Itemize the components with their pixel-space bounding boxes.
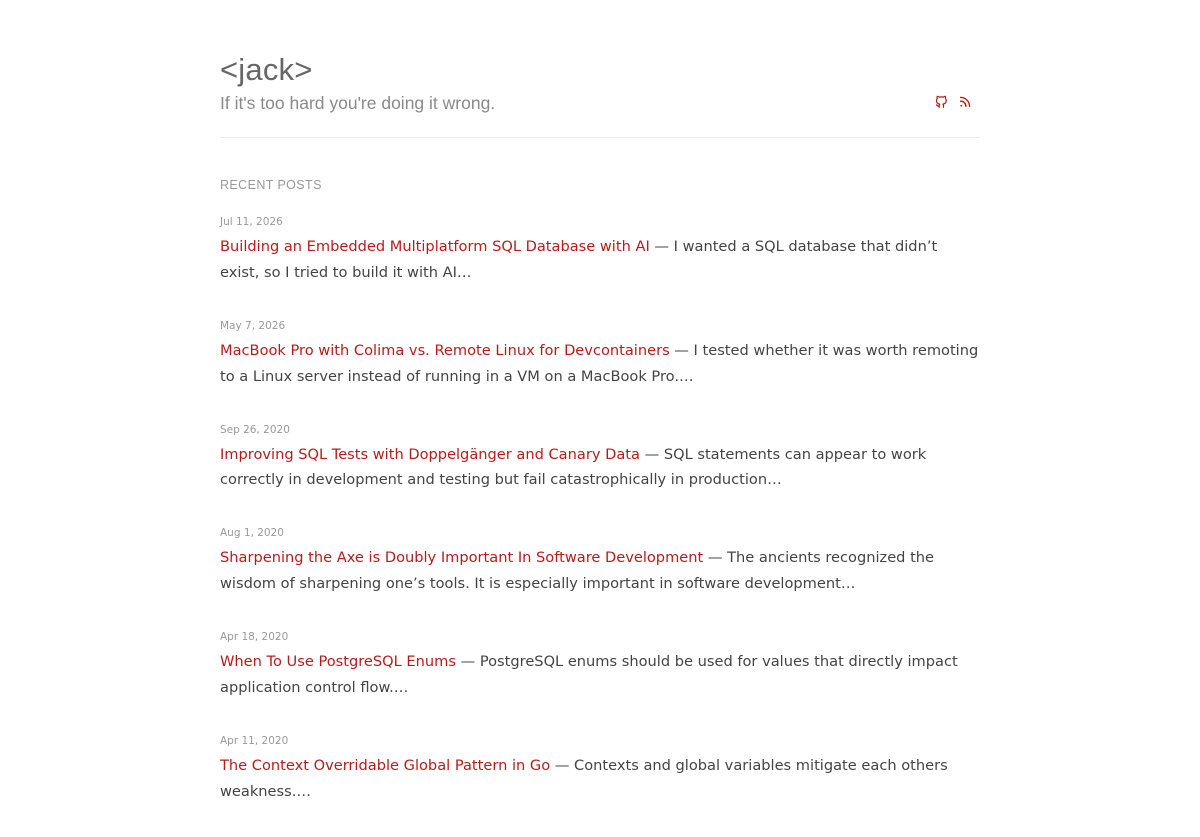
post-title-link[interactable]: Building an Embedded Multiplatform SQL Database with AI bbox=[220, 238, 650, 255]
page-container bbox=[220, 0, 980, 800]
post-item bbox=[220, 214, 980, 318]
post-separator: — bbox=[669, 341, 694, 359]
post-title-link[interactable]: When To Use PostgreSQL Enums bbox=[220, 653, 456, 671]
post-title-link[interactable]: MacBook Pro with Colima vs. Remote Linux for Devcontainers bbox=[220, 341, 670, 359]
post-summary bbox=[220, 234, 980, 285]
post-summary bbox=[220, 338, 980, 389]
post-separator: — bbox=[703, 549, 728, 567]
post-summary bbox=[220, 649, 980, 700]
site-title-link[interactable]: <jack> bbox=[220, 52, 313, 87]
post-separator: — bbox=[639, 445, 664, 463]
rss-link[interactable] bbox=[958, 95, 972, 109]
post-item bbox=[220, 318, 980, 422]
post-excerpt: Contexts and global variables mitigate each others weakness.… bbox=[220, 756, 948, 800]
post-date: Apr 18, 2020 bbox=[220, 631, 289, 644]
post-date: Apr 11, 2020 bbox=[220, 734, 289, 747]
post-title-link[interactable]: Improving SQL Tests with Doppelgänger and Canary Data bbox=[220, 445, 640, 463]
post-title-link[interactable]: Sharpening the Axe is Doubly Important In Software Development bbox=[220, 549, 704, 567]
post-excerpt: SQL statements can appear to work correctly in development and testing but fail catastrophically in production… bbox=[220, 445, 927, 489]
rss-icon bbox=[958, 95, 972, 109]
post-separator: — bbox=[649, 238, 674, 255]
github-icon bbox=[934, 95, 948, 109]
post-separator: — bbox=[455, 653, 480, 671]
post-item bbox=[220, 733, 980, 837]
post-excerpt: PostgreSQL enums should be used for values that directly impact application control flow.… bbox=[220, 653, 958, 696]
post-title-link[interactable]: The Context Overridable Global Pattern in Go bbox=[220, 756, 551, 774]
post-summary bbox=[220, 545, 980, 596]
post-separator: — bbox=[550, 756, 575, 774]
post-summary bbox=[220, 442, 980, 493]
post-list bbox=[220, 214, 980, 837]
site-header bbox=[220, 0, 980, 138]
post-item bbox=[220, 525, 980, 629]
post-date: Jul 11, 2026 bbox=[220, 216, 283, 228]
post-excerpt: I wanted a SQL database that didn’t exist, so I tried to build it with AI… bbox=[220, 238, 938, 281]
post-item bbox=[220, 629, 980, 733]
recent-posts-heading: RECENT POSTS bbox=[220, 178, 322, 192]
github-link[interactable] bbox=[934, 95, 948, 109]
post-date: Aug 1, 2020 bbox=[220, 527, 284, 540]
post-summary bbox=[220, 753, 980, 804]
post-item bbox=[220, 422, 980, 526]
post-date: Sep 26, 2020 bbox=[220, 423, 290, 436]
post-excerpt: The ancients recognized the wisdom of sharpening one’s tools. It is especially important in software development… bbox=[220, 549, 935, 593]
site-tagline: If it's too hard you're doing it wrong. bbox=[220, 93, 496, 113]
social-links bbox=[934, 95, 972, 109]
post-date: May 7, 2026 bbox=[220, 319, 286, 332]
post-excerpt: I tested whether it was worth remoting to a Linux server instead of running in a VM on a MacBook Pro.… bbox=[220, 341, 979, 385]
